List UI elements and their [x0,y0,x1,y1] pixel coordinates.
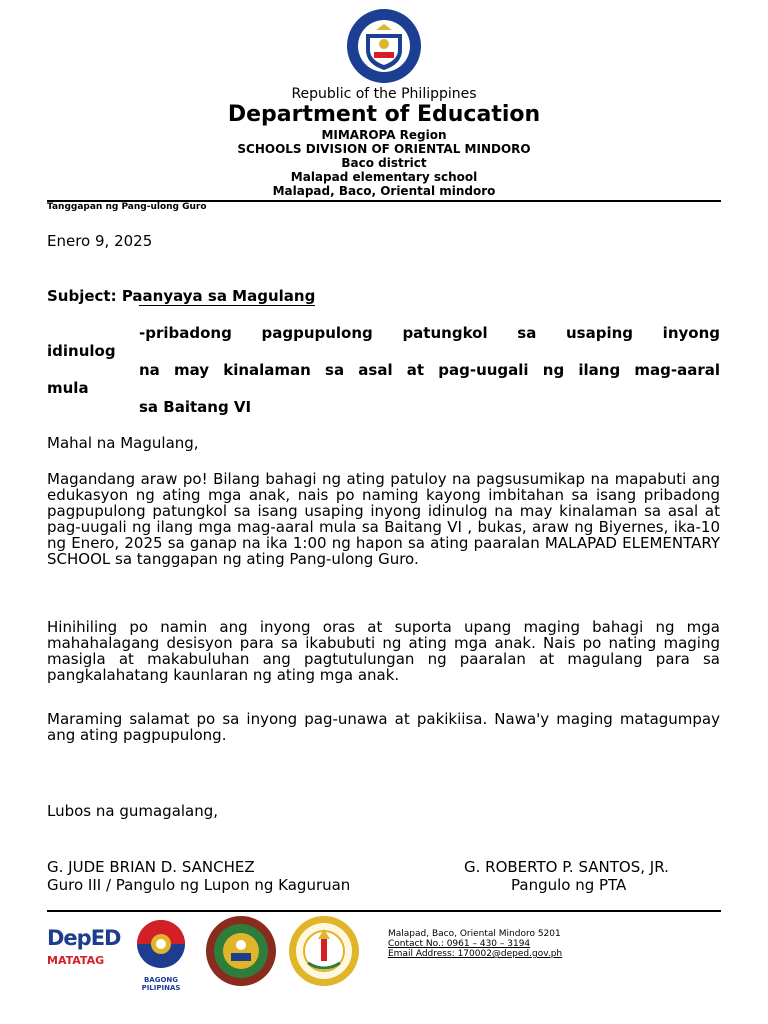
paragraph-1: Magandang araw po! Bilang bahagi ng ating patuloy na pagsusumikap na mapabuti ang edukasyon ng ating mga anak, nais po naming kayong imbitahan sa isang pribadong pagpupulong patungkol sa isang usaping inyong idinulog na may kinalaman sa asal at pag-uugali ng ilang mga mag-aaral mula sa Baitang VI , bukas, araw ng Biyernes, ika-10 ng Enero, 2025 sa ganap na ika 1:00 ng hapon sa ating paaralan MALAPAD ELEMENTARY SCHOOL sa tanggapan ng ating Pang-ulong Guro. [47,470,720,568]
footer-address: Malapad, Baco, Oriental Mindoro 5201 [388,929,561,939]
header-district: Baco district [341,156,427,170]
deped-matatag-logo [47,926,121,976]
header-school: Malapad elementary school [290,170,478,184]
footer-divider [47,910,721,912]
header-republic: Republic of the Philippines [291,86,477,102]
subject-line-5: sa Baitang VI [139,398,252,416]
letter-subject: Subject: Paanyaya sa Magulang [47,287,316,305]
signatory-2-name: G. ROBERTO P. SANTOS, JR. [464,858,669,876]
school-seal [288,915,360,987]
subject-underline [139,305,315,306]
signatory-1-name: G. JUDE BRIAN D. SANCHEZ [47,858,255,876]
salutation: Mahal na Magulang, [47,434,199,452]
bagong-pilipinas-logo [130,918,192,992]
footer-contact: Contact No.: 0961 – 430 – 3194 [388,939,531,949]
signatory-1-title: Guro III / Pangulo ng Lupon ng Kaguruan [47,876,351,894]
closing: Lubos na gumagalang, [47,802,219,820]
office-label: Tanggapan ng Pang-ulong Guro [47,202,207,212]
subject-line-1: -pribadong pagpupulong patungkol sa usaping inyong [139,324,720,342]
subject-line-4: mula [47,379,89,397]
matatag-text: MATATAG [47,954,105,967]
header-address: Malapad, Baco, Oriental mindoro [272,184,496,198]
header-department: Department of Education [227,102,541,127]
header-division: SCHOOLS DIVISION OF ORIENTAL MINDORO [237,142,531,156]
footer-email[interactable]: Email Address: 170002@deped.gov.ph [388,949,563,959]
bagong-pilipinas-text: BAGONG PILIPINAS [141,976,181,992]
paragraph-2: Hinihiling po namin ang inyong oras at suporta upang maging bahagi ng mga mahahalagang desisyon para sa ikabubuti ng ating mga anak. Nais po nating maging masigla at makabuluhan ang pagtutulungan ng paaralan at magulang para sa pangkalahatang kaunlaran ng ating mga anak. [47,618,720,684]
subject-line-2: idinulog [47,342,116,360]
header-region: MIMAROPA Region [321,128,447,142]
deped-seal [346,8,422,84]
deped-logo-text: DepED [47,926,121,950]
letter-date: Enero 9, 2025 [47,232,153,250]
signatory-2-title: Pangulo ng PTA [511,876,627,894]
paragraph-3: Maraming salamat po sa inyong pag-unawa at pakikiisa. Nawa'y maging matagumpay ang ating pagpupulong. [47,710,720,744]
subject-line-3: na may kinalaman sa asal at pag-uugali ng ilang mag-aaral [139,361,720,379]
division-seal [205,915,277,987]
